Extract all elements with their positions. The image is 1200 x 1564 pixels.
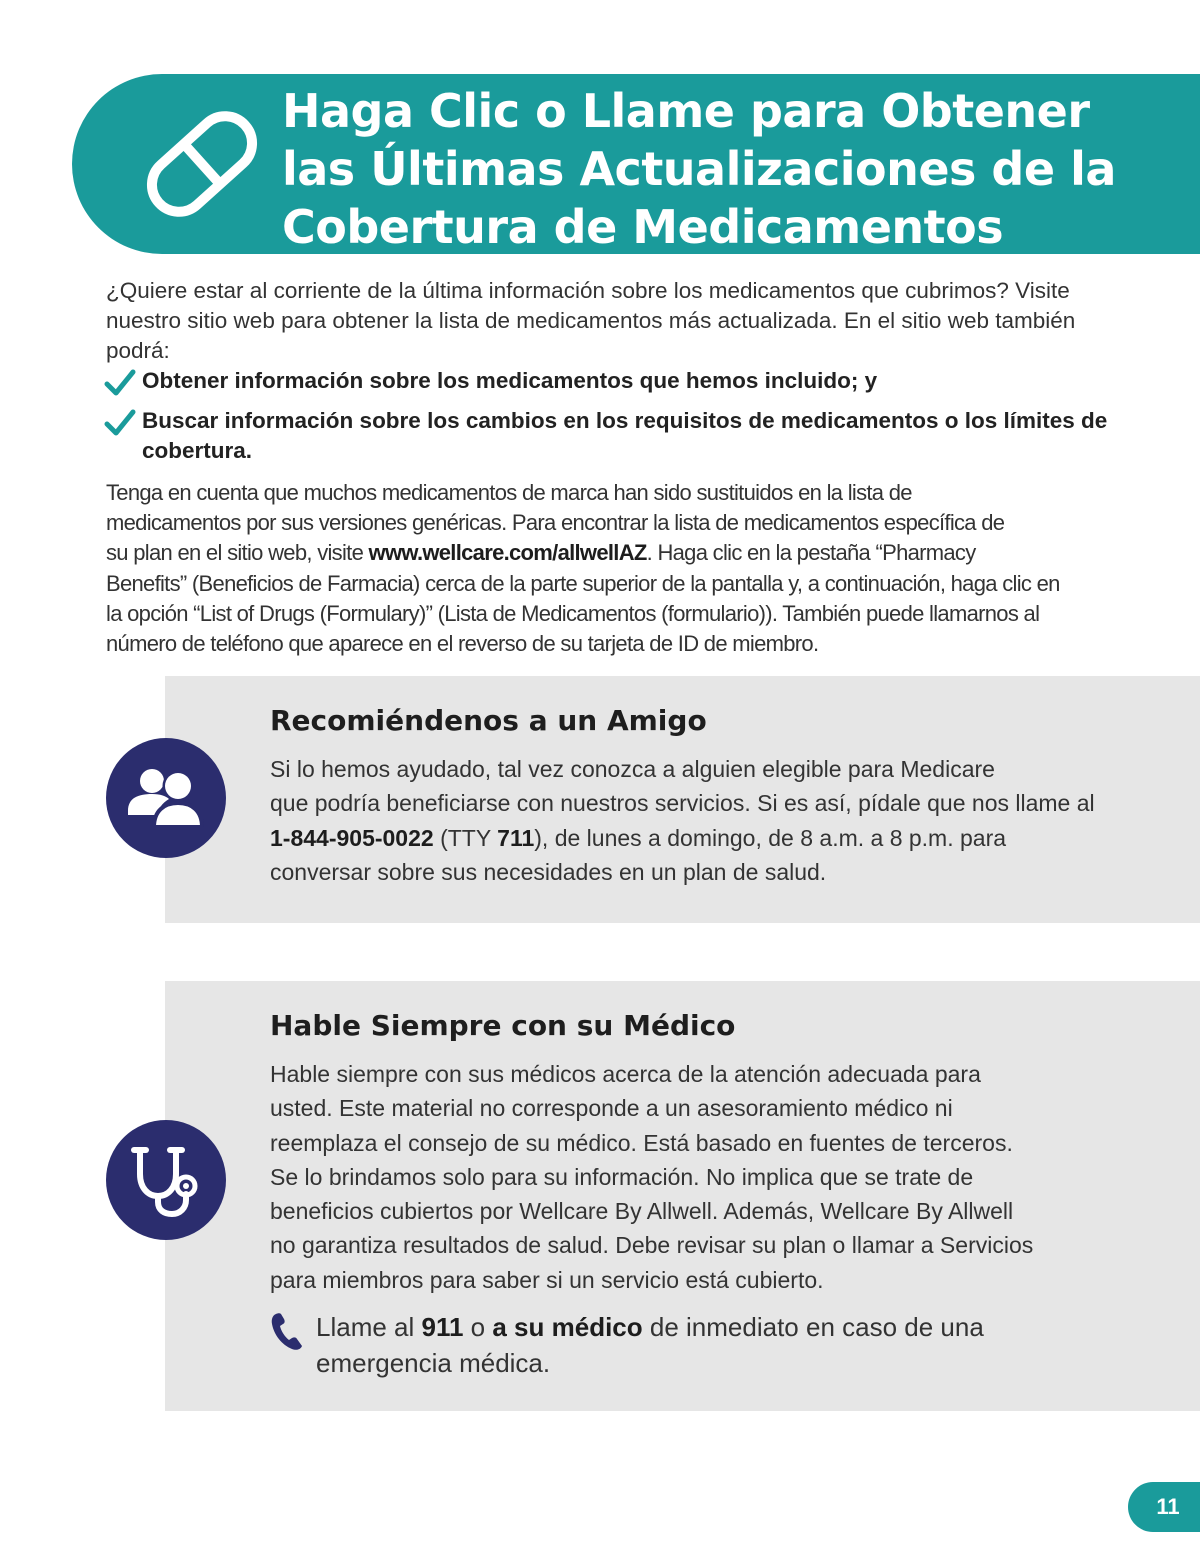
emergency-doctor: a su médico <box>492 1312 643 1342</box>
body-line: no garantiza resultados de salud. Debe revisar su plan o llamar a Servicios <box>270 1232 1034 1259</box>
doctor-card <box>165 981 1200 1411</box>
people-icon <box>124 765 208 831</box>
intro-paragraph: ¿Quiere estar al corriente de la última información sobre los medicamentos que cubrimos? Visite nuestro sitio web para obtener la lista de medicamentos más actualizada. En el sitio web también podrá: <box>106 278 1076 363</box>
stethoscope-icon <box>126 1140 206 1220</box>
tty-number[interactable]: 711 <box>497 824 535 851</box>
feature-checklist <box>104 366 1144 466</box>
emergency-mid: o <box>463 1312 493 1342</box>
referral-body <box>270 752 1095 889</box>
emergency-text <box>316 1309 1090 1381</box>
body-line: usted. Este material no corresponde a un asesoramiento médico ni <box>270 1095 953 1122</box>
website-link[interactable]: www.wellcare.com/allwellAZ <box>368 540 647 566</box>
title-line-1: Haga Clic o Llame para Obtener <box>282 84 1090 138</box>
checkmark-icon <box>104 408 136 438</box>
checklist-item <box>104 366 1144 396</box>
pill-capsule-icon <box>132 104 272 224</box>
body-line: beneficios cubiertos por Wellcare By Allwell. Además, Wellcare By Allwell <box>270 1198 1014 1225</box>
notice-line: número de teléfono que aparece en el reverso de su tarjeta de ID de miembro. <box>106 631 819 657</box>
title-line-2: las Últimas Actualizaciones de la <box>282 142 1116 196</box>
notice-line: Benefits” (Beneficios de Farmacia) cerca de la parte superior de la pantalla y, a continuación, haga clic en <box>106 570 1060 596</box>
tty-label: (TTY <box>433 824 498 851</box>
referral-icon-badge <box>106 738 226 858</box>
formulary-notice <box>106 478 1136 659</box>
phone-icon <box>270 1311 304 1351</box>
doctor-body <box>270 1057 1033 1297</box>
checklist-item-text: Obtener información sobre los medicamentos que hemos incluido; y <box>142 368 878 393</box>
checklist-item <box>104 406 1144 466</box>
body-line <box>270 821 1095 855</box>
checkmark-icon <box>104 368 136 398</box>
body-line: Si lo hemos ayudado, tal vez conozca a alguien elegible para Medicare <box>270 756 995 782</box>
notice-line: la opción “List of Drugs (Formulary)” (Lista de Medicamentos (formulario)). También puede llamarnos al <box>106 600 1040 626</box>
page-title <box>282 82 1116 256</box>
hours-text: ), de lunes a domingo, de 8 a.m. a 8 p.m. para <box>534 824 1007 851</box>
notice-line: Tenga en cuenta que muchos medicamentos de marca han sido sustituidos en la lista de <box>106 480 912 505</box>
page-number: 11 <box>1128 1482 1200 1532</box>
notice-text: su plan en el sitio web, visite <box>106 540 369 566</box>
referral-card <box>165 676 1200 923</box>
emergency-pre: Llame al <box>316 1312 422 1342</box>
emergency-post: de inmediato en caso de una emergencia médica. <box>316 1312 984 1378</box>
header-banner <box>72 74 1200 254</box>
body-line: reemplaza el consejo de su médico. Está basado en fuentes de terceros. <box>270 1129 1013 1156</box>
checklist-item-text: Buscar información sobre los cambios en los requisitos de medicamentos o los límites de cobertura. <box>142 408 1108 463</box>
notice-text: . Haga clic en la pestaña “Pharmacy <box>646 540 976 566</box>
phone-number[interactable]: 1-844-905-0022 <box>270 824 434 851</box>
doctor-title: Hable Siempre con su Médico <box>270 1009 736 1042</box>
referral-title: Recomiéndenos a un Amigo <box>270 704 707 737</box>
body-line: Se lo brindamos solo para su información. No implica que se trate de <box>270 1163 974 1190</box>
body-line: conversar sobre sus necesidades en un plan de salud. <box>270 858 827 885</box>
doctor-icon-badge <box>106 1120 226 1240</box>
title-line-3: Cobertura de Medicamentos <box>282 200 1004 254</box>
emergency-callout <box>270 1309 1090 1381</box>
notice-line <box>106 538 1136 568</box>
emergency-number[interactable]: 911 <box>421 1312 464 1342</box>
body-line: para miembros para saber si un servicio está cubierto. <box>270 1266 824 1293</box>
body-line: Hable siempre con sus médicos acerca de la atención adecuada para <box>270 1061 981 1087</box>
notice-line: medicamentos por sus versiones genéricas. Para encontrar la lista de medicamentos específica de <box>106 510 1005 536</box>
body-line: que podría beneficiarse con nuestros servicios. Si es así, pídale que nos llame al <box>270 790 1095 817</box>
